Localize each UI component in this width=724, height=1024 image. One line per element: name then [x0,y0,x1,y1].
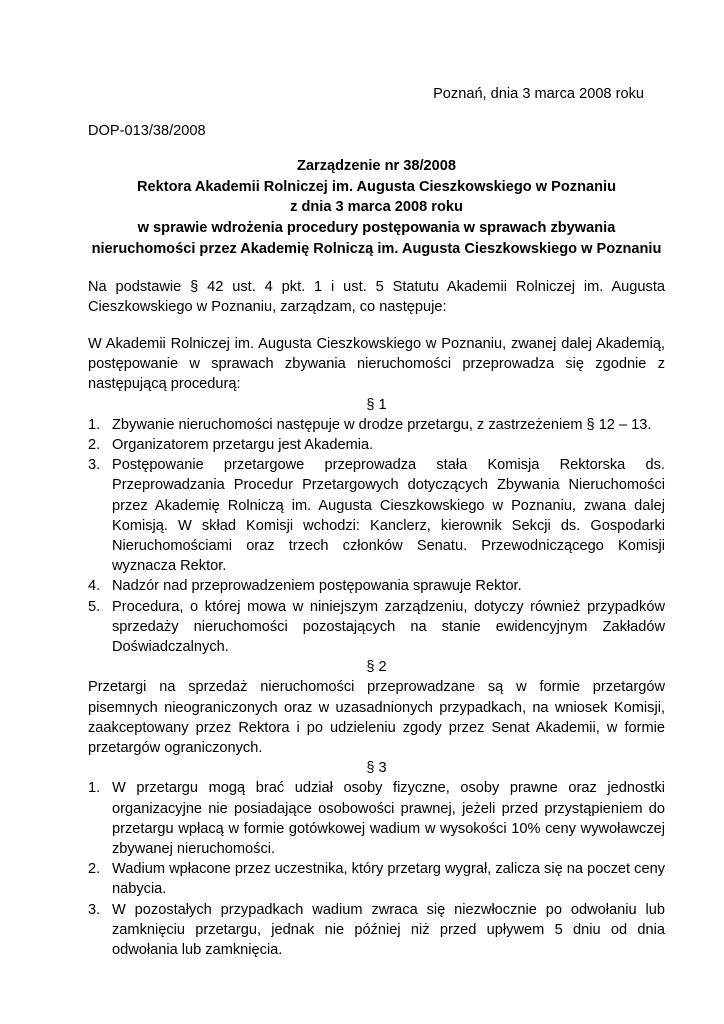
list-item-text: Postępowanie przetargowe przeprowadza stała Komisja Rektorska ds. Przeprowadzania Procedur Przetargowych dotyczących Zbywania Nieruchomości przez Akademię Rolniczą im. Augusta Cieszkowskiego w Poznaniu, zwana dalej Komisją. W skład Komisji wchodzi: Kanclerz, kierownik Sekcji ds. Gospodarki Nieruchomościami oraz trzech członków Senatu. Przewodniczącego Komisji wyznacza Rektor. [112,457,665,575]
section-1-mark: § 1 [366,396,387,413]
list-item-text: Nadzór nad przeprowadzeniem postępowania sprawuje Rektor. [112,578,522,595]
list-item [88,900,665,961]
list-item [88,435,665,455]
title-line: w sprawie wdrożenia procedury postępowania w sprawach zbywania [137,220,616,237]
list-item-text: W przetargu mogą brać udział osoby fizyczne, osoby prawne oraz jednostki organizacyjne nie posiadające osobowości prawnej, jeżeli przed przystąpieniem do przetargu wpłacą w formie gotówkowej wadium w wysokości 10% ceny wywoławczej zbywanej nieruchomości. [112,780,665,857]
section-3-mark: § 3 [366,760,387,777]
intro-paragraph: W Akademii Rolniczej im. Augusta Cieszkowskiego w Poznaniu, zwanej dalej Akademią, postępowanie w sprawach zbywania nieruchomości przeprowadza się zgodnie z następującą procedurą: [88,335,665,393]
section-2-mark: § 2 [366,659,387,676]
document-title [88,156,665,260]
list-item [88,778,665,859]
preamble-paragraph: Na podstawie § 42 ust. 4 pkt. 1 i ust. 5 Statutu Akademii Rolniczej im. Augusta Cieszkowskiego w Poznaniu, zarządzam, co następuje: [88,278,665,315]
list-item-number: 3. [88,901,101,918]
title-line: Rektora Akademii Rolniczej im. Augusta Cieszkowskiego w Poznaniu [137,178,616,195]
list-item-text: Organizatorem przetargu jest Akademia. [112,436,374,453]
title-line: z dnia 3 marca 2008 roku [290,199,463,216]
document-page [88,84,665,960]
list-item-number: 4. [88,578,101,595]
list-item-number: 1. [88,416,101,433]
list-item-text: Zbywanie nieruchomości następuje w drodze przetargu, z zastrzeżeniem § 12 – 13. [112,416,652,433]
list-item-number: 3. [88,457,101,474]
title-line: nieruchomości przez Akademię Rolniczą im. Augusta Cieszkowskiego w Poznaniu [91,240,662,257]
list-item-text: W pozostałych przypadkach wadium zwraca się niezwłocznie po odwołaniu lub zamknięciu przetargu, jednak nie później niż przed upływem 5 dniu od dnia odwołania lub zamknięcia. [112,901,665,959]
section-3-list [88,778,665,960]
list-item [88,455,665,576]
list-item-number: 1. [88,780,101,797]
section-1-list [88,415,665,657]
list-item-text: Wadium wpłacone przez uczestnika, który przetarg wygrał, zalicza się na poczet ceny nabycia. [112,861,665,898]
title-line: Zarządzenie nr 38/2008 [297,158,456,174]
list-item-text: Procedura, o której mowa w niniejszym zarządzeniu, dotyczy również przypadków sprzedaży nieruchomości pozostających na stanie ewidencyjnym Zakładów Doświadczalnych. [112,598,665,655]
section-2-paragraph: Przetargi na sprzedaż nieruchomości przeprowadzane są w formie przetargów pisemnych nieograniczonych oraz w uzasadnionych przypadkach, na wniosek Komisji, zaakceptowany przez Rektora i po udzieleniu zgody przez Senat Akademii, w formie przetargów ograniczonych. [88,679,665,756]
list-item [88,597,665,658]
list-item [88,576,665,596]
place-date: Poznań, dnia 3 marca 2008 roku [433,86,644,102]
list-item-number: 2. [88,436,101,453]
list-item-number: 5. [88,598,101,615]
document-number: DOP-013/38/2008 [88,123,206,139]
list-item [88,859,665,899]
list-item [88,415,665,435]
list-item-number: 2. [88,861,101,878]
